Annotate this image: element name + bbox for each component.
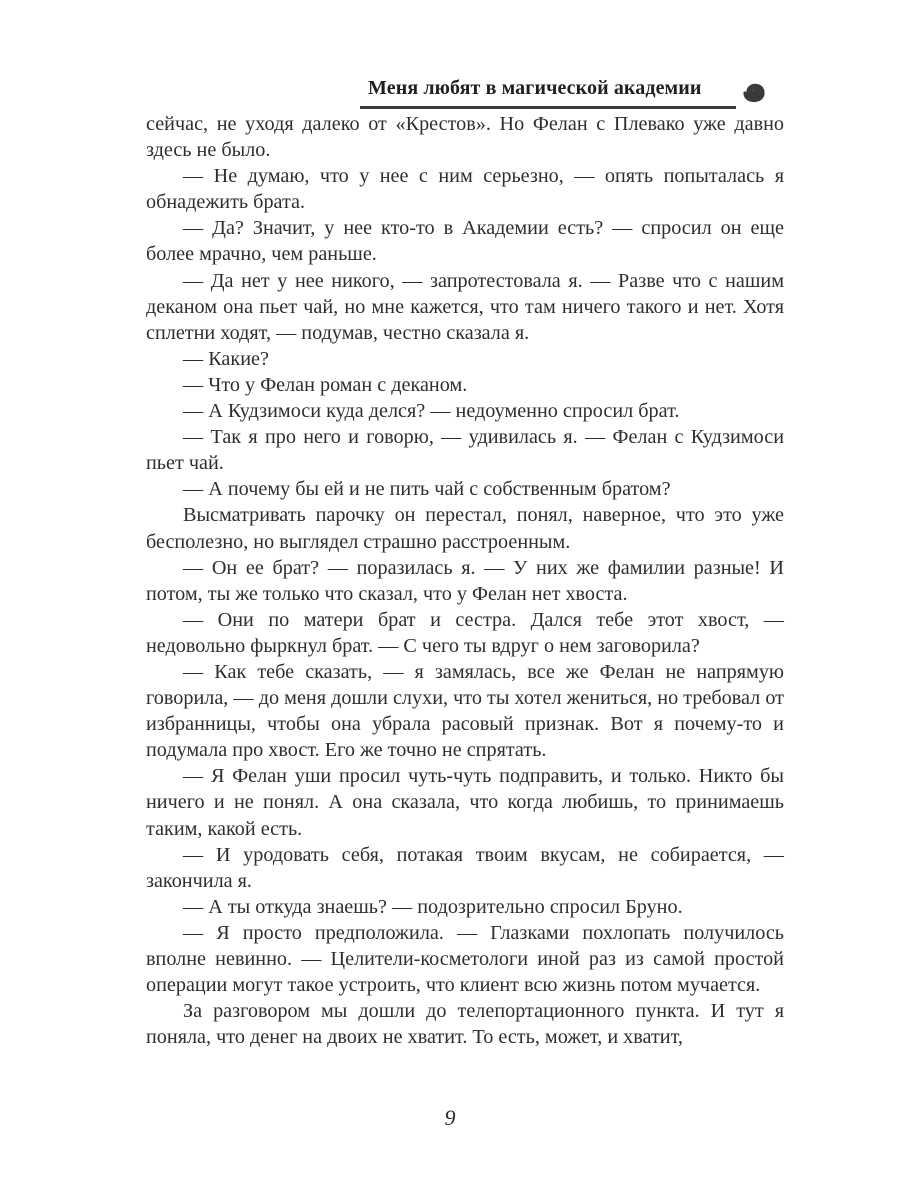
header-rule	[360, 106, 736, 109]
swirl-icon	[734, 72, 774, 112]
body-text	[146, 111, 784, 1050]
paragraph: — А Кудзимоси куда делся? — недоуменно спросил брат.	[183, 400, 680, 423]
running-header	[360, 68, 780, 112]
paragraph: — И уродовать себя, потакая твоим вкусам, не собирается, — закончила я.	[146, 843, 784, 892]
paragraph: — Да нет у нее никого, — запротестовала я. — Разве что с нашим деканом она пьет чай, но мне кажется, что там ничего такого и нет. Хотя сплетни ходят, — подумав, честно сказала я.	[146, 269, 784, 344]
paragraph: — Они по матери брат и сестра. Дался тебе этот хвост, — недовольно фыркнул брат. — С чего ты вдруг о нем заговорила?	[146, 608, 784, 657]
paragraph: — Какие?	[183, 347, 269, 370]
paragraph: За разговором мы дошли до телепортационного пункта. И тут я поняла, что денег на двоих не хватит. То есть, может, и хватит,	[146, 1000, 784, 1049]
page-number: 9	[444, 1105, 456, 1130]
paragraph: — Что у Фелан роман с деканом.	[183, 373, 468, 396]
paragraph: — Да? Значит, у нее кто-то в Академии есть? — спросил он еще более мрачно, чем раньше.	[146, 217, 784, 266]
paragraph: — А ты откуда знаешь? — подозрительно спросил Бруно.	[183, 895, 683, 918]
paragraph: — А почему бы ей и не пить чай с собственным братом?	[183, 478, 671, 501]
paragraph: — Он ее брат? — поразилась я. — У них же фамилии разные! И потом, ты же только что сказал, что у Фелан нет хвоста.	[146, 556, 784, 605]
paragraph: — Не думаю, что у нее с ним серьезно, — опять попыталась я обнадежить брата.	[146, 165, 784, 214]
paragraph: — Я просто предположила. — Глазками похлопать получилось вполне невинно. — Целители-косметологи иной раз из самой простой операции могут такое устроить, что клиент всю жизнь потом мучается.	[146, 921, 784, 997]
book-title: Меня любят в магической академии	[368, 77, 702, 99]
paragraph: Высматривать парочку он перестал, понял, наверное, что это уже бесполезно, но выглядел страшно расстроенным.	[146, 504, 784, 553]
paragraph: — Я Фелан уши просил чуть-чуть подправить, и только. Никто бы ничего и не понял. А она сказала, что когда любишь, то принимаешь таким, какой есть.	[146, 765, 784, 840]
paragraph: — Как тебе сказать, — я замялась, все же Фелан не напрямую говорила, — до меня дошли слухи, что ты хотел жениться, но требовал от избранницы, чтобы она убрала расовый признак. Вот я почему-то и подумала про хвост. Его же точно не спрятать.	[146, 660, 784, 762]
paragraph: — Так я про него и говорю, — удивилась я. — Фелан с Кудзимоси пьет чай.	[146, 426, 784, 475]
paragraph: сейчас, не уходя далеко от «Крестов». Но Фелан с Плевако уже давно здесь не было.	[146, 113, 784, 162]
